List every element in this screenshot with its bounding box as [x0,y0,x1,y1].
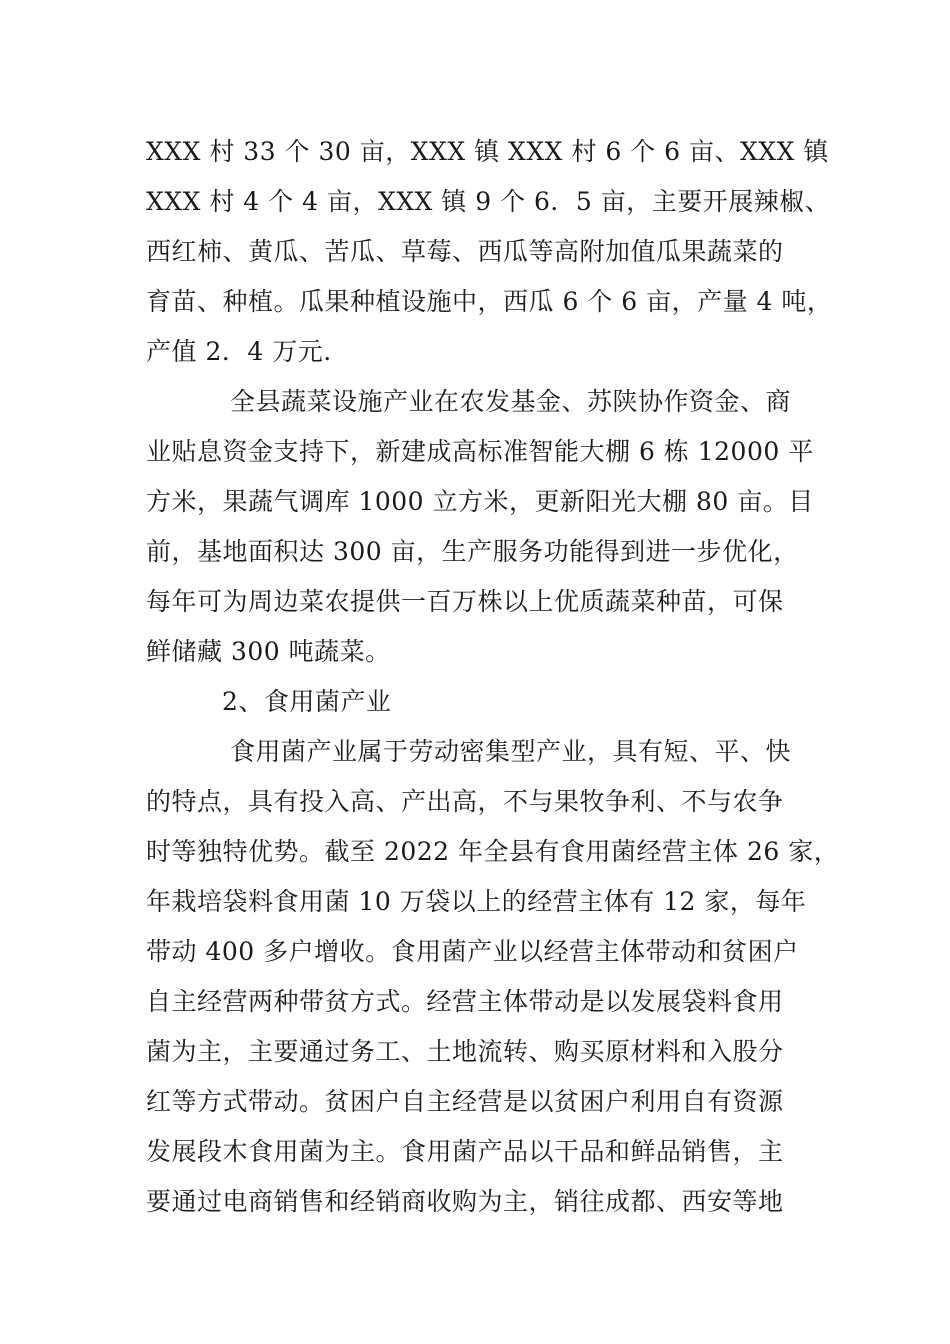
text-line: 业贴息资金支持下，新建成高标准智能大棚 6 栋 12000 平 [146,437,814,466]
text-line: 自主经营两种带贫方式。经营主体带动是以发展袋料食用 [146,987,784,1016]
text-line: 时等独特优势。截至 2022 年全县有食用菌经营主体 26 家， [146,837,840,866]
text-line: 红等方式带动。贫困户自主经营是以贫困户利用自有资源 [146,1087,784,1116]
text-line: 菌为主，主要通过务工、土地流转、购买原材料和入股分 [146,1037,784,1066]
text-line: 发展段木食用菌为主。食用菌产品以干品和鲜品销售，主 [146,1137,784,1166]
text-line: 方米，果蔬气调库 1000 立方米，更新阳光大棚 80 亩。目 [146,487,814,516]
text-line: 育苗、种植。瓜果种植设施中，西瓜 6 个 6 亩，产量 4 吨， [146,287,833,316]
text-line: 鲜储藏 300 吨蔬菜。 [146,637,391,666]
text-line: 每年可为周边菜农提供一百万株以上优质蔬菜种苗，可保 [146,587,784,616]
text-line: 产值 2．4 万元. [146,337,332,366]
paragraph-first-line: 全县蔬菜设施产业在农发基金、苏陕协作资金、商 [230,387,792,416]
paragraph-first-line: 食用菌产业属于劳动密集型产业，具有短、平、快 [230,737,792,766]
text-line: XXX 村 33 个 30 亩，XXX 镇 XXX 村 6 个 6 亩、XXX 镇 [146,137,829,166]
text-line: 前，基地面积达 300 亩，生产服务功能得到进一步优化， [146,537,799,566]
text-line: XXX 村 4 个 4 亩，XXX 镇 9 个 6．5 亩，主要开展辣椒、 [146,187,831,216]
text-line: 西红柿、黄瓜、苦瓜、草莓、西瓜等高附加值瓜果蔬菜的 [146,237,784,266]
section-heading: 2、食用菌产业 [222,687,392,716]
text-line: 带动 400 多户增收。食用菌产业以经营主体带动和贫困户 [146,937,799,966]
text-line: 年栽培袋料食用菌 10 万袋以上的经营主体有 12 家，每年 [146,887,807,916]
text-line: 的特点，具有投入高、产出高，不与果牧争利、不与农争 [146,787,784,816]
text-line: 要通过电商销售和经销商收购为主，销往成都、西安等地 [146,1187,784,1216]
